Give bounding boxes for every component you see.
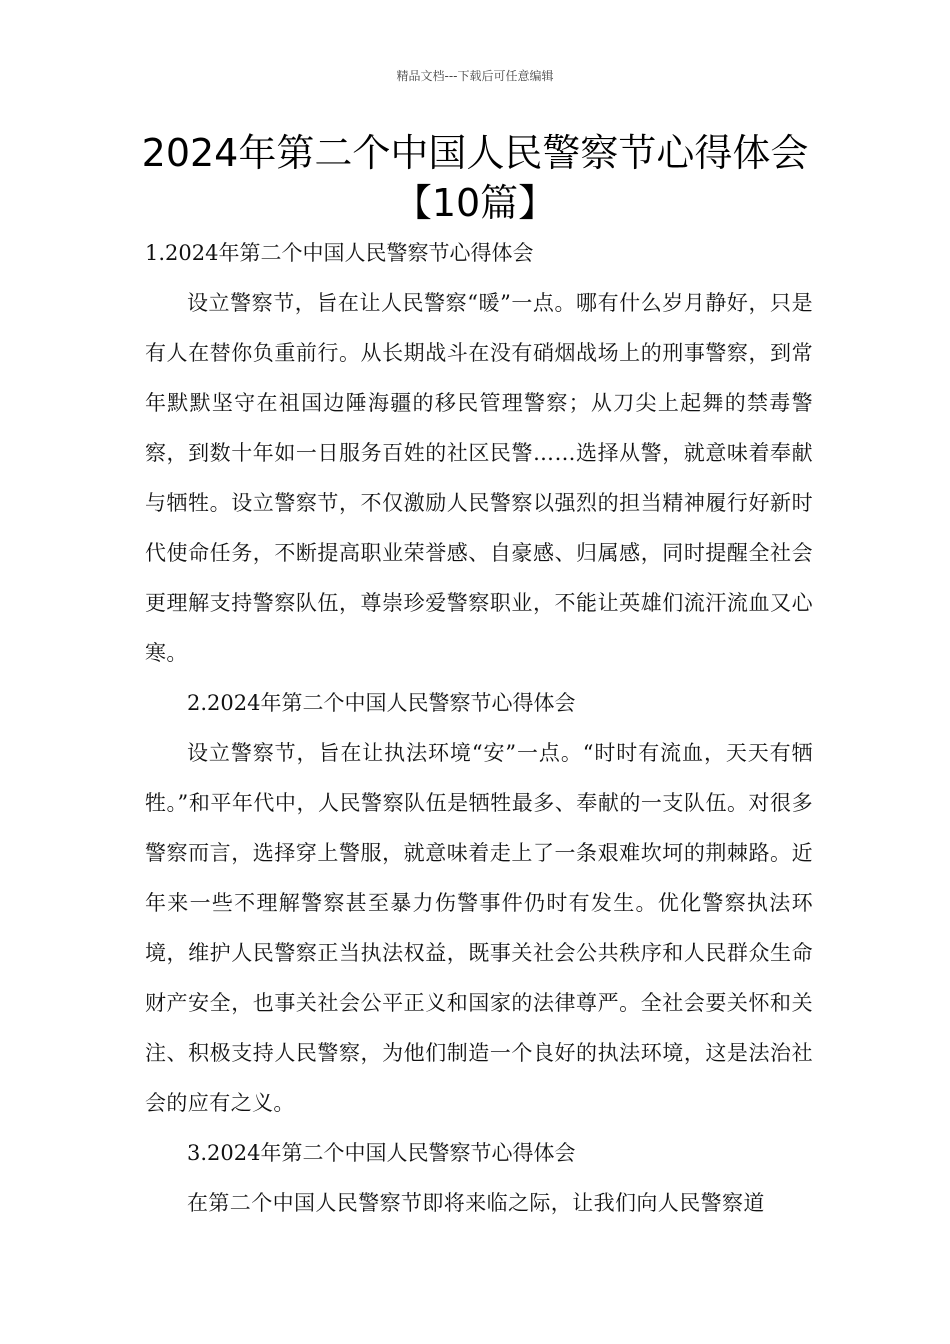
title-line-2: 【10篇】 [393,181,557,225]
section-1-heading: 1.2024年第二个中国人民警察节心得体会 [145,241,534,265]
document-title [130,128,820,228]
section-3-paragraph: 在第二个中国人民警察节即将来临之际，让我们向人民警察道 [187,1191,765,1215]
document-body [145,228,813,1228]
header-note: 精品文档---下载后可任意编辑 [396,69,554,83]
title-line-1: 2024年第二个中国人民警察节心得体会 [141,131,809,175]
section-1-paragraph: 设立警察节，旨在让人民警察“暖”一点。哪有什么岁月静好，只是有人在替你负重前行。从长期战斗在没有硝烟战场上的刑事警察，到常年默默坚守在祖国边陲海疆的移民管理警察；从刀尖上起舞的禁毒警察，到数十年如一日服务百姓的社区民警……选择从警，就意味着奉献与牺牲。设立警察节，不仅激励人民警察以强烈的担当精神履行好新时代使命任务，不断提高职业荣誉感、自豪感、归属感，同时提醒全社会更理解支持警察队伍，尊崇珍爱警察职业，不能让英雄们流汗流血又心寒。 [145,291,813,665]
section-2-heading: 2.2024年第二个中国人民警察节心得体会 [187,691,576,715]
section-2-paragraph: 设立警察节，旨在让执法环境“安”一点。“时时有流血，天天有牺牲。”和平年代中，人民警察队伍是牺牲最多、奉献的一支队伍。对很多警察而言，选择穿上警服，就意味着走上了一条艰难坎坷的荆棘路。近年来一些不理解警察甚至暴力伤警事件仍时有发生。优化警察执法环境，维护人民警察正当执法权益，既事关社会公共秩序和人民群众生命财产安全，也事关社会公平正义和国家的法律尊严。全社会要关怀和关注、积极支持人民警察，为他们制造一个良好的执法环境，这是法治社会的应有之义。 [145,741,813,1115]
section-3-heading: 3.2024年第二个中国人民警察节心得体会 [187,1141,576,1165]
